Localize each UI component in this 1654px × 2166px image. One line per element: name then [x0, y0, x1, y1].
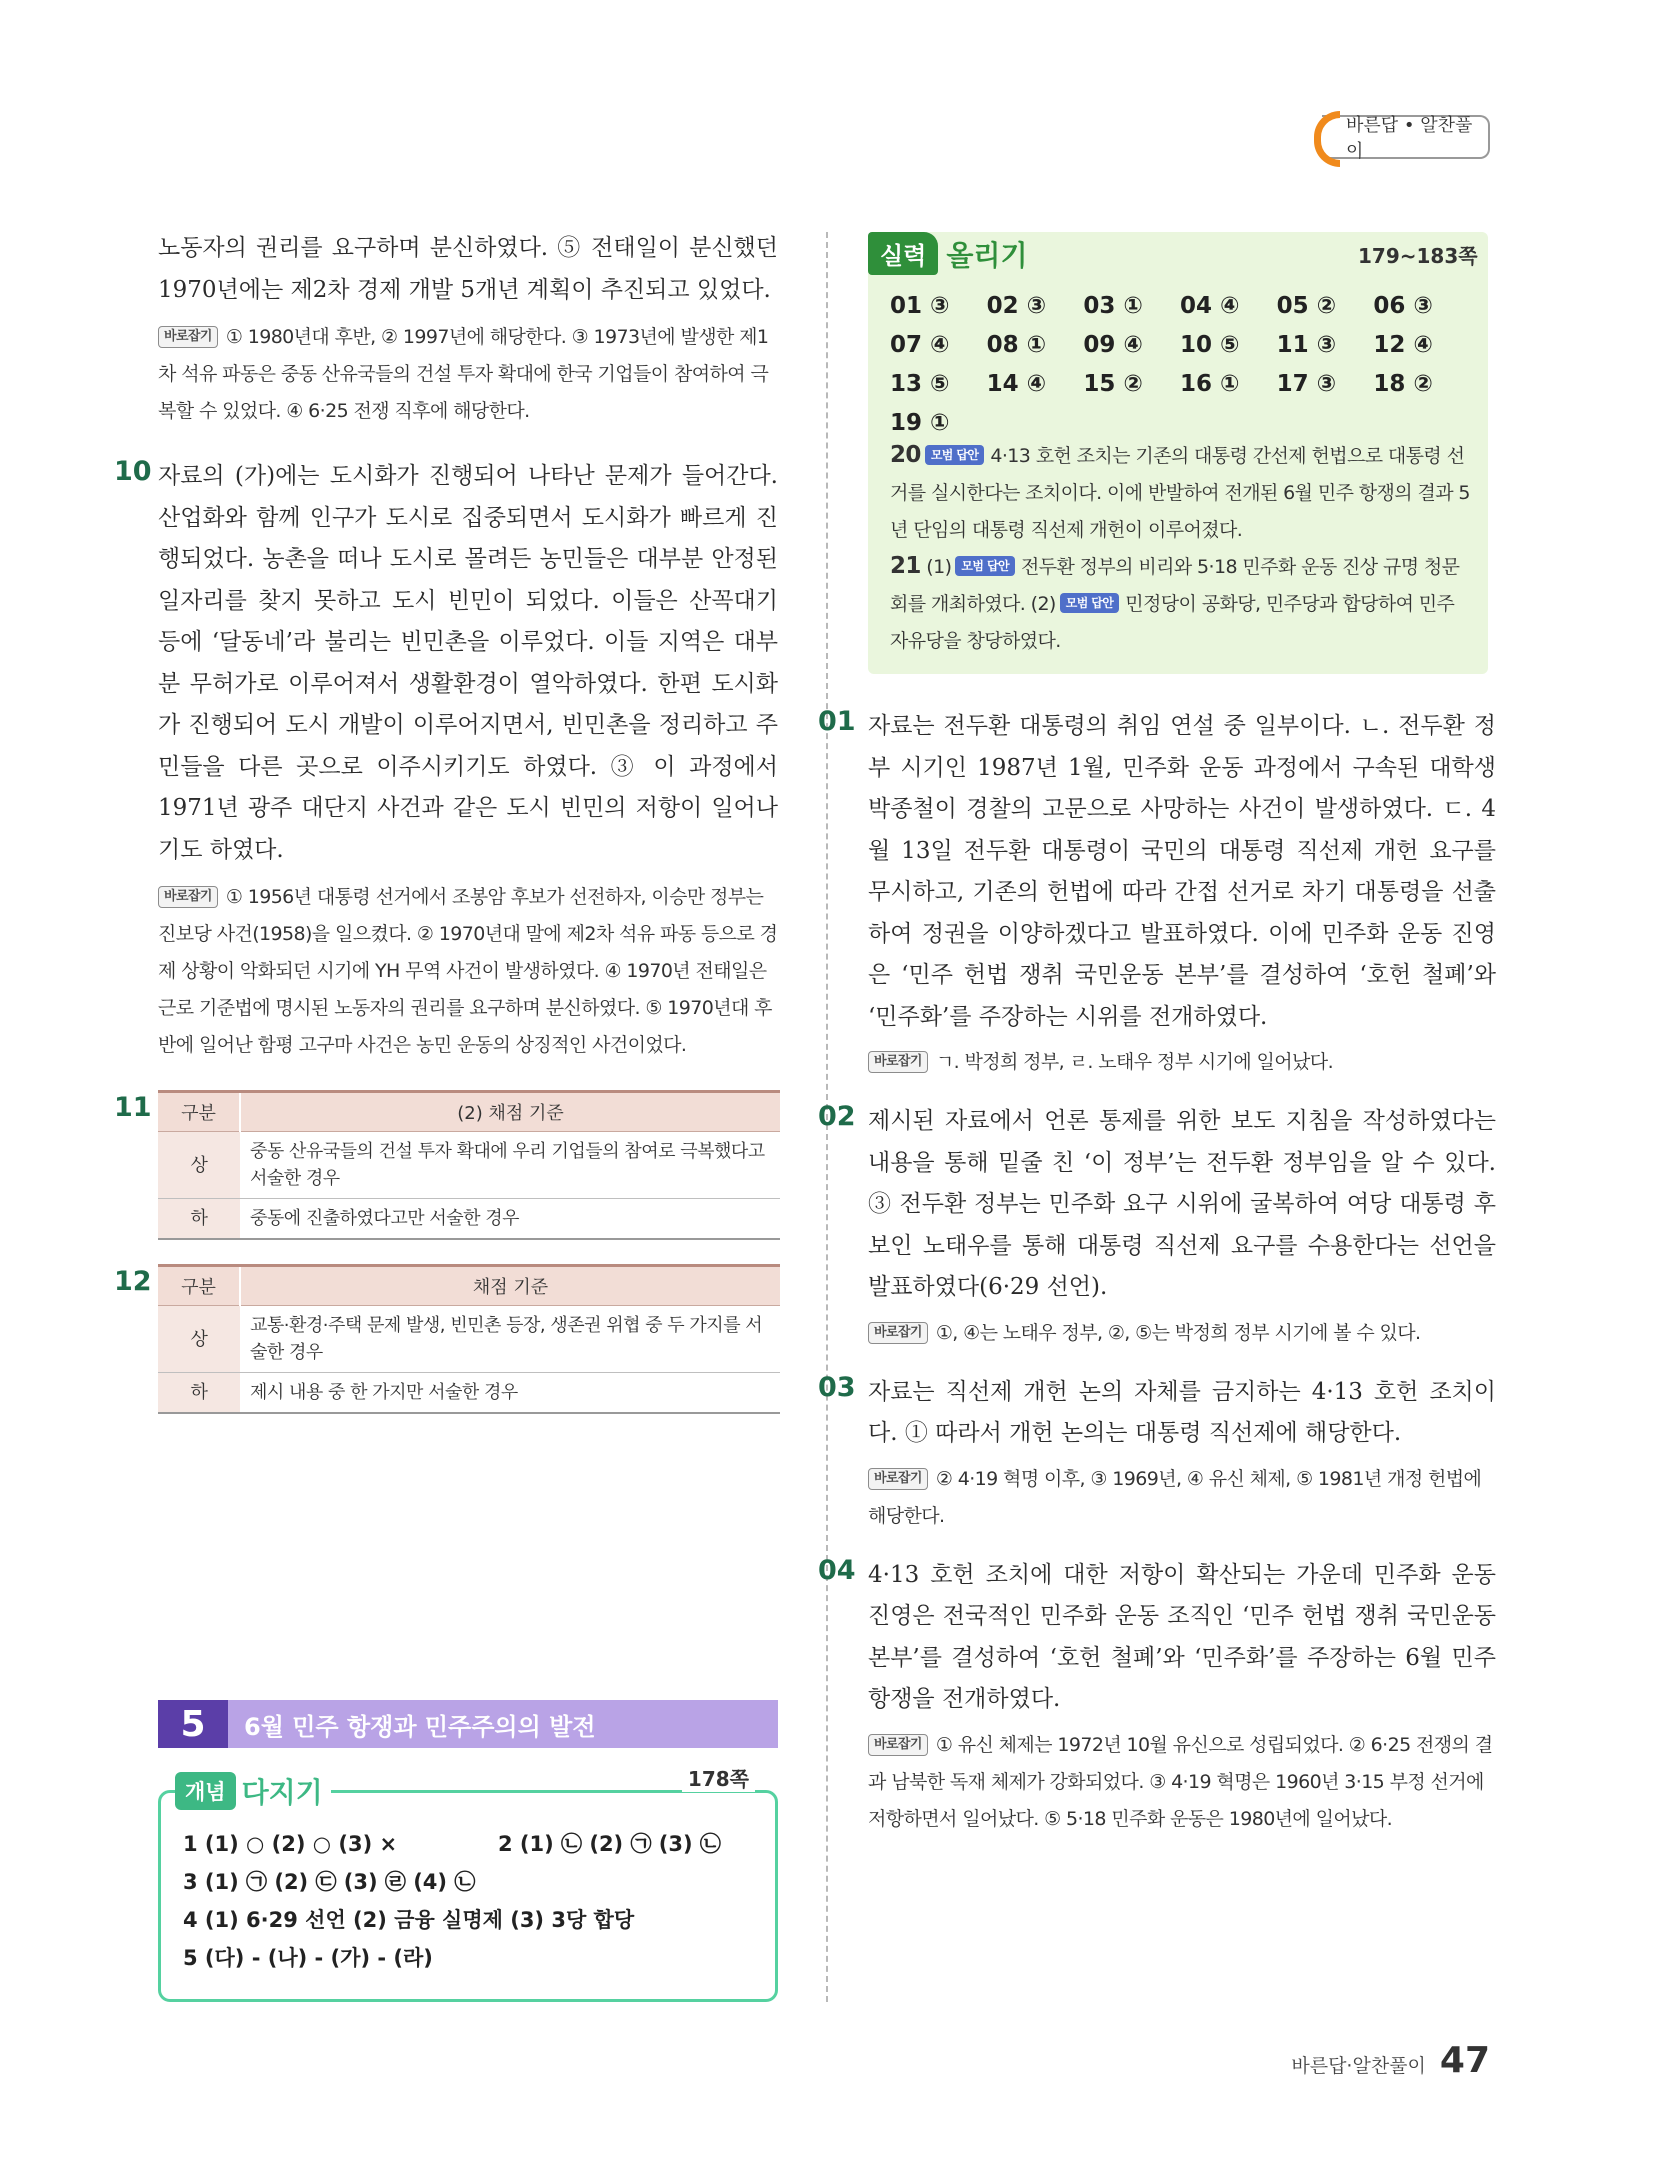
answer-item: 05 ② [1276, 293, 1337, 319]
concept-label [175, 1771, 331, 1811]
model-text: 4·13 호헌 조치는 기존의 대통령 간선제 헌법으로 대통령 선거를 실시한다는 조치이다. 이에 반발하여 전개된 6월 민주 항쟁의 결과 5년 단임의 대통령 직선제 개헌이 이루어졌다. [890, 445, 1470, 541]
model-tag: 모범 답안 [955, 556, 1015, 576]
answer-item: 09 ④ [1083, 332, 1143, 358]
question-12 [114, 1264, 778, 1414]
right-column [818, 706, 1496, 1838]
section-heading [158, 1700, 778, 1748]
answer-item: 04 ④ [1179, 293, 1240, 319]
desc-cell: 중동에 진출하였다고만 서술한 경우 [240, 1199, 780, 1240]
answer-item: 06 ③ [1373, 293, 1433, 319]
criteria-table [158, 1264, 780, 1414]
question-number: 02 [818, 1101, 856, 1132]
desc-cell: 중동 산유국들의 건설 투자 확대에 우리 기업들의 참여로 극복했다고 서술한 경우 [240, 1132, 780, 1199]
question-note: 바로잡기 ② 4·19 혁명 이후, ③ 1969년, ④ 유신 체제, ⑤ 1981년 개정 헌법에 해당한다. [868, 1467, 1482, 1527]
intro-note [158, 319, 778, 430]
question-text: 자료는 직선제 개헌 논의 자체를 금지하는 4·13 호헌 조치이다. ① 따라서 개헌 논의는 대통령 직선제에 해당한다. [868, 1378, 1496, 1446]
answer-grid [890, 288, 1470, 442]
question-text: 자료의 (가)에는 도시화가 진행되어 나타난 문제가 들어간다. 산업화와 함께 인구가 도시로 집중되면서 도시화가 빠르게 진행되었다. 농촌을 떠나 도시로 몰려든 농민들은 대부분 안정된 일자리를 찾지 못하고 도시 빈민이 되었다. 이들은 산꼭대기 등에 ‘달동네’라 불리는 빈민촌을 이루었다. 이들 지역은 대부분 무허가로 이루어져서 생활환경이 열악하였다. 한편 도시화가 진행되어 도시 개발이 이루어지면서, 빈민촌을 정리하고 주민들을 다른 곳으로 이주시키기도 하였다. ③ 이 과정에서 1971년 광주 대단지 사건과 같은 도시 빈민의 저항이 일어나기도 하였다. [158, 463, 778, 863]
concept-line: 3 (1) ㉠ (2) ㉢ (3) ㉣ (4) ㉡ [183, 1870, 476, 1894]
desc-cell: 제시 내용 중 한 가지만 서술한 경우 [240, 1373, 780, 1414]
concept-line: 5 (다) - (나) - (가) - (라) [183, 1946, 433, 1970]
intro-text: 노동자의 권리를 요구하며 분신하였다. ⑤ 전태일이 분신했던 1970년에는 제2차 경제 개발 5개년 계획이 추진되고 있었다. [158, 235, 778, 303]
question-note: 바로잡기 ㄱ. 박정희 정부, ㄹ. 노태우 정부 시기에 일어났다. [868, 1044, 1496, 1081]
question-note [158, 879, 778, 1064]
table-row [158, 1373, 780, 1414]
note-tag: 바로잡기 [868, 1051, 928, 1073]
header-tab-label: 바른답 • 알찬풀이 [1346, 115, 1473, 162]
criteria-table [158, 1090, 780, 1240]
answer-item: 18 ② [1373, 371, 1433, 397]
table-row [158, 1199, 780, 1240]
model-tag: 모범 답안 [925, 445, 985, 465]
page-number: 47 [1439, 2040, 1490, 2081]
answer-item: 14 ④ [986, 371, 1047, 397]
model-text: 민정당이 공화당, 민주당과 합당하여 민주 자유당을 창당하였다. [890, 593, 1455, 652]
answer-item: 03 ① [1083, 293, 1143, 319]
model-text: 전두환 정부의 비리와 5·18 민주화 운동 진상 규명 청문회를 개최하였다. [890, 556, 1460, 615]
note-tag: 바로잡기 [868, 1734, 928, 1756]
drill-word: 올리기 [946, 238, 1028, 272]
question-note: 바로잡기 ① 유신 체제는 1972년 10월 유신으로 성립되었다. ② 6·25 전쟁의 결과 남북한 독재 체제가 강화되었다. ③ 4·19 혁명은 1960년 3·15 부정 선거에 저항하면서 일어났다. ⑤ 5·18 민주화 운동은 1980년에 일어났다. [868, 1733, 1493, 1830]
table-header: 구분 [158, 1266, 240, 1306]
drill-page-ref: 179~183쪽 [1358, 244, 1478, 268]
question-number: 04 [818, 1554, 856, 1586]
table-header: 채점 기준 [240, 1266, 780, 1306]
header-bracket-icon [1314, 111, 1340, 167]
note-tag: 바로잡기 [868, 1322, 928, 1344]
question-number: 12 [114, 1266, 152, 1297]
grade-cell: 상 [158, 1132, 240, 1199]
question-text: 4·13 호헌 조치에 대한 저항이 확산되는 가운데 민주화 운동 진영은 전국적인 민주화 운동 조직인 ‘민주 헌법 쟁취 국민운동 본부’를 결성하여 ‘호헌 철폐’와 ‘민주화’를 주장하는 6월 민주 항쟁을 전개하였다. [868, 1561, 1496, 1712]
answer-item: 12 ④ [1373, 332, 1433, 358]
concept-answers [183, 1825, 721, 1977]
drill-heading [868, 232, 1028, 275]
question-note-text: ① 1956년 대통령 선거에서 조봉암 후보가 선전하자, 이승만 정부는 진보당 사건(1958)을 일으켰다. ② 1970년대 말에 제2차 석유 파동 등으로 경제 상황이 악화되던 시기에 YH 무역 사건이 발생하였다. ④ 1970년 전태일은 근로 기준법에 명시된 노동자의 권리를 요구하며 분신하였다. ⑤ 1970년대 후반에 일어난 함평 고구마 사건은 농민 운동의 상징적인 사건이었다. [158, 886, 778, 1056]
table-row [158, 1306, 780, 1373]
model-answer-21: 21 (1) 모범 답안 전두환 정부의 비리와 5·18 민주화 운동 진상 규명 청문회를 개최하였다. (2) 모범 답안 민정당이 공화당, 민주당과 합당하여 민주 자유당을 창당하였다. [890, 553, 1460, 652]
header-tab [1322, 115, 1490, 162]
answer-item: 17 ③ [1276, 371, 1337, 397]
note-tag: 바로잡기 [868, 1468, 928, 1490]
question-02 [818, 1101, 1496, 1352]
question-number: 01 [818, 706, 856, 737]
answer-item: 08 ① [986, 332, 1047, 358]
intro-note-text: ① 1980년대 후반, ② 1997년에 해당한다. ③ 1973년에 발생한 제1차 석유 파동은 중동 산유국들의 건설 투자 확대에 한국 기업들이 참여하여 극복할 수 있었다. ④ 6·25 전쟁 직후에 해당한다. [158, 326, 769, 422]
question-number: 03 [818, 1371, 856, 1403]
answer-item: 13 ⑤ [890, 371, 950, 397]
answer-item: 02 ③ [986, 293, 1047, 319]
question-text: 제시된 자료에서 언론 통제를 위한 보도 지침을 작성하였다는 내용을 통해 밑줄 친 ‘이 정부’는 전두환 정부임을 알 수 있다. ③ 전두환 정부는 민주화 요구 시위에 굴복하여 여당 대통령 후보인 노태우를 통해 대통령 직선제 요구를 수용한다는 선언을 발표하였다(6·29 선언). [868, 1108, 1496, 1300]
section-number: 5 [158, 1700, 228, 1748]
question-text: 자료는 전두환 대통령의 취임 연설 중 일부이다. ㄴ. 전두환 정부 시기인 1987년 1월, 민주화 운동 과정에서 구속된 대학생 박종철이 경찰의 고문으로 사망하는 사건이 발생하였다. ㄷ. 4월 13일 전두환 대통령이 국민의 대통령 직선제 개헌 요구를 무시하고, 기존의 헌법에 따라 간접 선거로 차기 대통령을 선출하여 정권을 이양하겠다고 발표하였다. 이에 민주화 운동 진영은 ‘민주 헌법 쟁취 국민운동 본부’를 결성하여 ‘호헌 철폐’와 ‘민주화’를 주장하는 시위를 전개하였다. [868, 713, 1496, 1030]
question-03 [818, 1371, 1496, 1535]
table-row [158, 1132, 780, 1199]
note-tag: 바로잡기 [158, 326, 218, 348]
footer-title: 바른답·알찬풀이 [1291, 2055, 1426, 2077]
question-number: 21 [890, 553, 921, 579]
concept-page-ref: 178쪽 [682, 1763, 755, 1792]
question-10 [114, 456, 778, 1064]
answer-item: 01 ③ [890, 293, 950, 319]
concept-line: 1 (1) ○ (2) ○ (3) × 2 (1) ㉡ (2) ㉠ (3) ㉡ [183, 1832, 721, 1856]
page-footer [1291, 2040, 1490, 2081]
section-title: 6월 민주 항쟁과 민주주의의 발전 [244, 1712, 596, 1741]
answer-item: 15 ② [1083, 371, 1143, 397]
question-04 [818, 1554, 1496, 1838]
question-11 [114, 1090, 778, 1240]
question-01 [818, 706, 1496, 1081]
concept-chip: 개념 [175, 1772, 236, 1810]
table-header: 구분 [158, 1092, 240, 1132]
table-header: (2) 채점 기준 [240, 1092, 780, 1132]
left-column [114, 228, 778, 1414]
concept-line: 4 (1) 6·29 선언 (2) 금융 실명제 (3) 3당 합당 [183, 1908, 635, 1932]
question-note: 바로잡기 ①, ④는 노태우 정부, ②, ⑤는 박정희 정부 시기에 볼 수 있다. [868, 1315, 1496, 1352]
answer-item: 07 ④ [890, 332, 950, 358]
concept-box [158, 1767, 778, 2002]
concept-word: 다지기 [241, 1776, 323, 1809]
question-number: 10 [114, 456, 152, 487]
answer-item: 10 ⑤ [1179, 332, 1240, 358]
grade-cell: 하 [158, 1373, 240, 1414]
note-tag: 바로잡기 [158, 886, 218, 908]
answer-item: 19 ① [890, 410, 950, 436]
answer-item: 16 ① [1179, 371, 1240, 397]
drill-chip: 실력 [868, 232, 938, 275]
grade-cell: 상 [158, 1306, 240, 1373]
model-answer-20 [890, 437, 1470, 549]
answer-item: 11 ③ [1276, 332, 1337, 358]
desc-cell: 교통·환경·주택 문제 발생, 빈민촌 등장, 생존권 위협 중 두 가지를 서술한 경우 [240, 1306, 780, 1373]
question-number: 11 [114, 1092, 152, 1123]
model-tag: 모범 답안 [1060, 593, 1120, 613]
question-number: 20 [890, 442, 921, 468]
grade-cell: 하 [158, 1199, 240, 1240]
